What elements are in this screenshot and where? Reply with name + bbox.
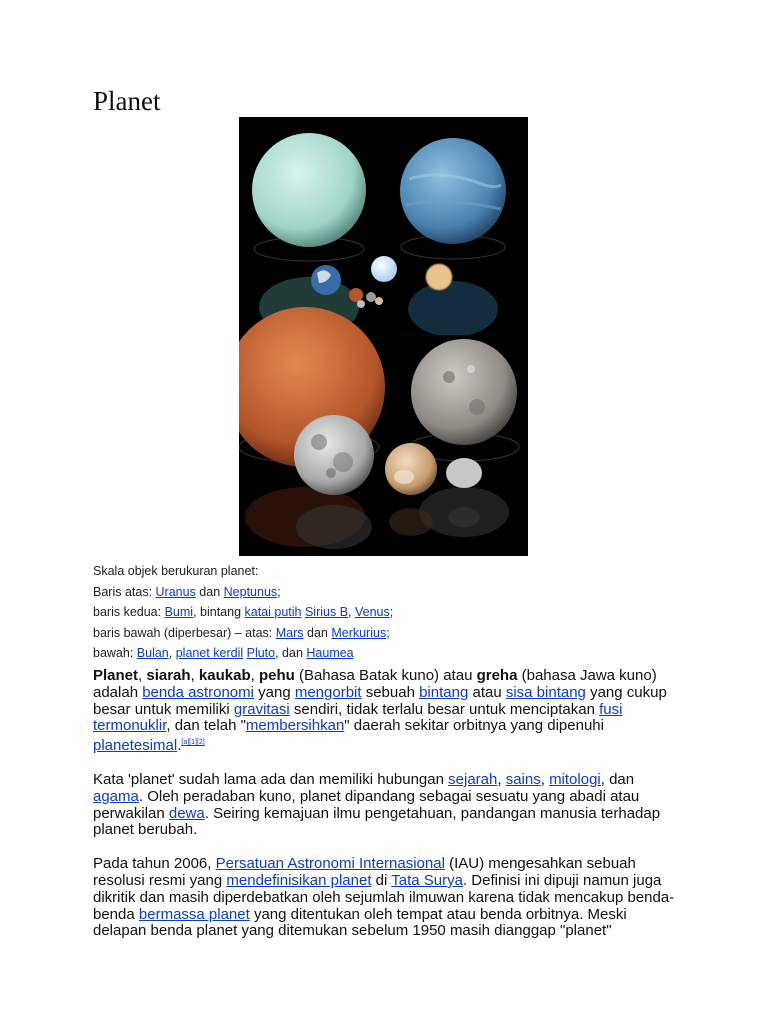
caption-text: ;	[277, 584, 281, 599]
caption-line	[93, 602, 393, 623]
text: . Definisi ini dipuji namun juga dikritik dan masih diperdebatkan oleh sejumlah ilmuwan karena tidak mencakup benda-benda	[93, 871, 675, 923]
pluto-small	[375, 297, 383, 305]
link-mendefinisikan-planet[interactable]: mendefinisikan planet	[226, 871, 372, 889]
text: ,	[540, 770, 550, 788]
image-caption	[93, 561, 393, 664]
link-planet-kerdil[interactable]: planet kerdil	[175, 646, 244, 660]
link-merkurius[interactable]: Merkurius	[331, 625, 387, 640]
link-bumi[interactable]: Bumi	[164, 605, 194, 619]
pluto-dwarf-planet	[385, 443, 437, 536]
caption-line	[93, 623, 393, 644]
planet-scale-image	[239, 117, 528, 556]
link-uranus[interactable]: Uranus	[155, 584, 196, 599]
link-fusi-termonuklir[interactable]: fusi termonuklir	[93, 700, 623, 735]
link-sisa-bintang[interactable]: sisa bintang	[505, 683, 586, 701]
caption-line	[93, 582, 393, 603]
text: atau	[468, 683, 506, 701]
text: (Bahasa Batak kuno) atau	[294, 667, 477, 684]
bold-term: pehu	[258, 667, 295, 684]
link-sains[interactable]: sains	[505, 770, 541, 788]
moon-small	[357, 300, 365, 308]
caption-text: ,	[168, 646, 176, 660]
bold-term: Planet	[93, 667, 139, 684]
caption-text: dan	[195, 584, 224, 599]
caption-text: ,	[348, 605, 355, 619]
text: ,	[250, 667, 259, 684]
caption-line	[93, 561, 393, 582]
venus-planet	[426, 264, 452, 290]
text: ,	[138, 667, 147, 684]
text: ,	[497, 770, 506, 788]
earth-planet	[311, 265, 341, 295]
caption-text: Skala objek berukuran planet:	[93, 564, 259, 578]
text: ,	[190, 667, 199, 684]
link-bermassa-planet[interactable]: bermassa planet	[138, 905, 250, 923]
text: Kata 'planet' sudah lama ada dan memiliki hubungan	[93, 770, 449, 788]
link-planetesimal[interactable]: planetesimal	[93, 737, 178, 755]
text: yang ditentukan oleh tempat atau benda orbitnya. Meski delapan benda planet yang ditemukan sebelum 1950 masih dianggap "planet"	[93, 905, 627, 940]
caption-text: dan	[303, 625, 332, 640]
link-neptunus[interactable]: Neptunus	[223, 584, 278, 599]
bold-term: greha	[476, 667, 518, 684]
article-body	[93, 668, 678, 957]
link-bintang[interactable]: bintang	[419, 683, 469, 701]
link-tata-surya[interactable]: Tata Surya	[391, 871, 463, 889]
link-sirius-b[interactable]: Sirius B	[304, 605, 349, 619]
link-dewa[interactable]: dewa	[168, 804, 205, 822]
text: Pada tahun 2006,	[93, 855, 216, 873]
text: " daerah sekitar orbitnya yang dipenuhi	[344, 717, 604, 735]
sirius-b-star	[371, 256, 397, 282]
mercury-small	[366, 292, 376, 302]
bold-term: siarah	[146, 667, 191, 684]
link-mars[interactable]: Mars	[275, 625, 304, 640]
neptune-planet	[400, 138, 506, 337]
link-gravitasi[interactable]: gravitasi	[233, 700, 290, 718]
caption-text: ;	[386, 625, 390, 640]
caption-text: bawah:	[93, 646, 137, 660]
text: .	[177, 737, 182, 755]
link-venus[interactable]: Venus	[355, 605, 390, 619]
bold-term: kaukab	[198, 667, 251, 684]
mars-small	[349, 288, 363, 302]
text: di	[371, 871, 392, 889]
caption-text: Baris atas:	[93, 584, 156, 599]
caption-text: , bintang	[193, 605, 245, 619]
text: , dan	[600, 770, 635, 788]
link-iau[interactable]: Persatuan Astronomi Internasional	[215, 855, 445, 873]
link-bulan[interactable]: Bulan	[136, 646, 169, 660]
text: , dan telah "	[166, 717, 246, 735]
text: . Seiring kemajuan ilmu pengetahuan, pandangan manusia terhadap planet berubah.	[93, 804, 661, 839]
link-agama[interactable]: agama	[93, 787, 139, 805]
link-haumea[interactable]: Haumea	[306, 646, 354, 660]
link-membersihkan[interactable]: membersihkan	[245, 717, 345, 735]
page-title: Planet	[93, 86, 161, 116]
link-mengorbit[interactable]: mengorbit	[294, 683, 362, 701]
link-benda-astronomi[interactable]: benda astronomi	[142, 683, 254, 701]
caption-text: , dan	[275, 646, 307, 660]
caption-line	[93, 643, 393, 664]
text: sebuah	[361, 683, 420, 701]
caption-text: ;	[389, 605, 394, 619]
citation-link[interactable]: [a][1][2]	[181, 739, 205, 747]
text: yang cukup besar untuk memiliki	[93, 683, 667, 718]
text: sendiri, tidak terlalu besar untuk menciptakan	[289, 700, 600, 718]
link-katai-putih[interactable]: katai putih	[244, 605, 302, 619]
text: (bahasa Jawa kuno) adalah	[93, 667, 657, 701]
uranus-planet	[252, 133, 366, 337]
link-pluto[interactable]: Pluto	[246, 646, 276, 660]
paragraph-iau	[93, 856, 678, 940]
text: . Oleh peradaban kuno, planet dipandang sebagai sesuatu yang abadi atau perwakilan	[93, 787, 640, 822]
paragraph-intro	[93, 668, 678, 755]
moon-planet	[294, 415, 374, 549]
caption-text: baris kedua:	[93, 605, 165, 619]
link-mitologi[interactable]: mitologi	[549, 770, 601, 788]
text: (IAU) mengesahkan sebuah resolusi resmi yang	[93, 855, 636, 889]
text: yang	[253, 683, 295, 701]
link-sejarah[interactable]: sejarah	[448, 770, 498, 788]
caption-text: baris bawah (diperbesar) – atas:	[93, 625, 276, 640]
paragraph-history	[93, 772, 678, 839]
